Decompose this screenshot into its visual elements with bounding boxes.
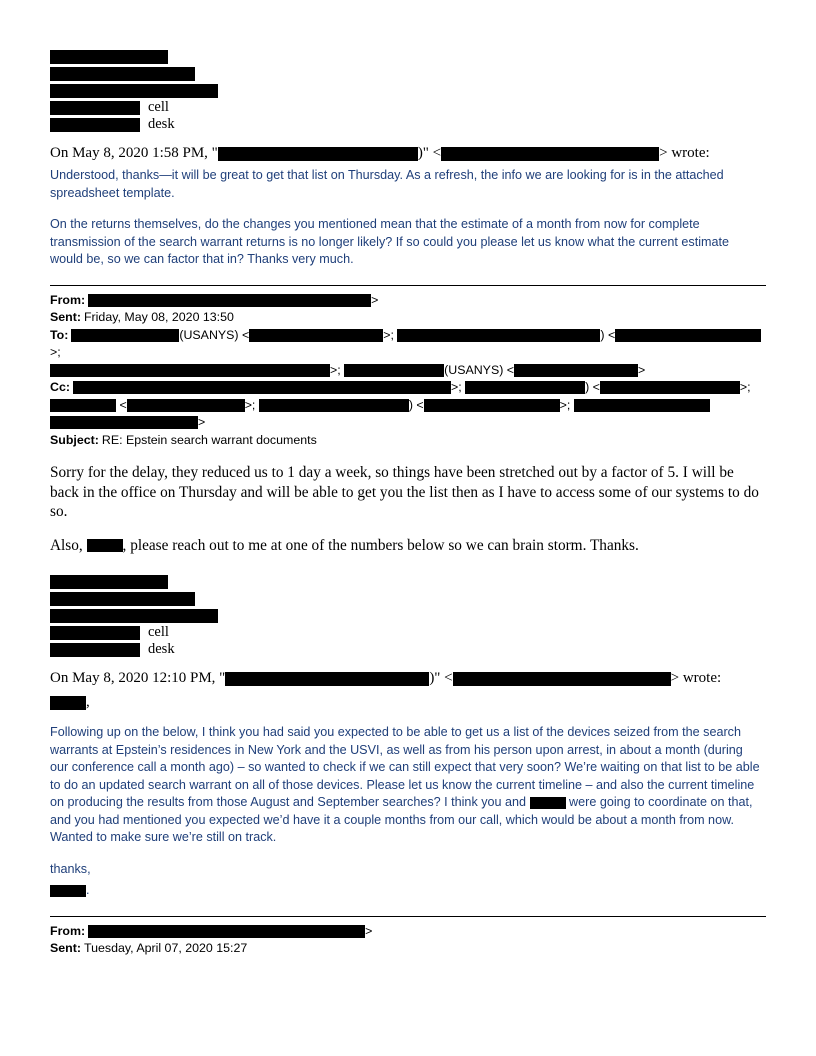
signature-line <box>50 48 766 65</box>
signature-block-one <box>50 48 766 133</box>
redaction-bar <box>50 575 168 589</box>
redaction-bar <box>225 672 429 686</box>
redaction-bar <box>615 329 761 342</box>
sent-row <box>50 940 766 958</box>
quote-paragraph-two <box>50 724 760 847</box>
sent-label: Sent: <box>50 310 81 324</box>
redaction-bar <box>514 364 638 377</box>
redaction-bar <box>50 364 330 377</box>
cc-label: Cc: <box>50 380 70 394</box>
signature-block-two <box>50 573 766 658</box>
to-row: To: (USANYS) < >; ) <>; <box>50 327 766 362</box>
body-text-post: , please reach out to me at one of the numbers below so we can brain storm. Thanks. <box>122 536 639 554</box>
quote-paragraph: Understood, thanks—it will be great to get that list on Thursday. As a refresh, the info we are looking for is in the attached spreadsheet template. <box>50 168 724 200</box>
header-divider <box>50 916 766 917</box>
quote-header-two <box>50 668 766 688</box>
redaction-bar <box>88 294 371 307</box>
quote-paragraph: On the returns themselves, do the changes you mentioned mean that the estimate of a month from now for complete transmission of the search warrant returns is no longer likely? If so could you please let us know what the current estimate would be, so we can factor that in? Thanks very much. <box>50 217 729 266</box>
redaction-bar <box>465 381 585 394</box>
quote-mid: )" < <box>429 670 453 686</box>
quote-header-one <box>50 143 766 163</box>
sent-value: Friday, May 08, 2020 13:50 <box>83 310 234 324</box>
redaction-bar <box>50 101 140 115</box>
redaction-bar <box>453 672 671 686</box>
redaction-bar <box>87 539 123 552</box>
signature-line <box>50 82 766 99</box>
from-label: From: <box>50 923 86 938</box>
signature-line-cell <box>50 99 766 116</box>
signature-line-desk <box>50 116 766 133</box>
closing-punct: . <box>86 883 90 897</box>
quote-salutation <box>50 692 766 712</box>
body-paragraph-two <box>50 536 766 556</box>
redaction-bar <box>397 329 600 342</box>
quote-prefix: On May 8, 2020 1:58 PM, " <box>50 145 218 161</box>
spacer <box>50 555 766 573</box>
redaction-bar <box>50 416 198 429</box>
quote-closing: thanks, <box>50 861 91 876</box>
redaction-bar <box>50 50 168 64</box>
redaction-bar <box>218 147 418 161</box>
subject-value: RE: Epstein search warrant documents <box>101 432 317 447</box>
salutation-punct: , <box>86 694 90 710</box>
signature-line <box>50 607 766 624</box>
quote-suffix: > wrote: <box>659 145 710 161</box>
subject-row <box>50 432 766 450</box>
sent-row <box>50 309 766 327</box>
quote-text-b: were going to coordinate on that, and you had mentioned you expected we’d have it a couple months from our call, which would be about a month from now. Wanted to make sure we’re still on track. <box>50 795 753 844</box>
redaction-bar <box>50 67 195 81</box>
from-row <box>50 292 766 310</box>
sent-label: Sent: <box>50 941 81 955</box>
redaction-bar <box>50 609 218 623</box>
signature-line <box>50 590 766 607</box>
redaction-bar <box>88 925 365 938</box>
redaction-bar <box>127 399 245 412</box>
to-label: To: <box>50 327 69 342</box>
cc-row-cont2: > <box>50 414 766 432</box>
quote-closing-signature <box>50 882 760 900</box>
redaction-bar <box>344 364 444 377</box>
cell-label: cell <box>148 624 169 641</box>
sent-value: Tuesday, April 07, 2020 15:27 <box>83 941 248 955</box>
desk-label: desk <box>148 641 175 658</box>
bracket: > <box>365 923 373 938</box>
quote-text-a: Following up on the below, I think you had said you expected to be able to get us a list of the devices seized from the search warrants at Epstein’s residences in New York and the USVI, as well as from his person upon arrest, in about a month (during our conference call a month ago) – so wanted to check if we can still expect that very soon? We’re waiting on that list to be able to do an updated search warrant on all of those devices. Please let us know the current timeline – and also the current timeline on producing the results from those August and September searches? I think you and <box>50 725 760 809</box>
spacer <box>50 714 766 724</box>
redaction-bar <box>71 329 179 342</box>
email-header-two <box>50 923 766 958</box>
header-divider <box>50 285 766 286</box>
redaction-bar <box>50 84 218 98</box>
redaction-bar <box>249 329 383 342</box>
signature-line <box>50 65 766 82</box>
from-row <box>50 923 766 941</box>
to-marker: (USANYS) <box>444 362 504 377</box>
redaction-bar <box>530 797 566 809</box>
cc-row: Cc: >; ) < >; <box>50 380 751 394</box>
to-row-cont: >; (USANYS) < > <box>50 362 766 380</box>
subject-label: Subject: <box>50 432 99 447</box>
redaction-bar <box>73 381 451 394</box>
redaction-bar <box>574 399 710 412</box>
redaction-bar <box>50 696 86 710</box>
redaction-bar <box>259 399 409 412</box>
signature-line-desk <box>50 641 766 658</box>
body-text-pre: Also, <box>50 536 87 554</box>
cell-label: cell <box>148 99 169 116</box>
redaction-bar <box>424 399 560 412</box>
quote-mid: )" < <box>417 145 442 161</box>
body-paragraph: Sorry for the delay, they reduced us to 1 day a week, so things have been stretched out by a factor of 5. I will be back in the office on Thursday and will be able to get you the list then as I have to access some of our systems to do so. <box>50 464 759 520</box>
to-marker: (USANYS) <box>179 327 239 342</box>
from-label: From: <box>50 292 86 307</box>
signature-line <box>50 573 766 590</box>
cc-row-cont: < >; ) < >; <box>50 397 766 415</box>
redaction-bar <box>441 147 659 161</box>
signature-line-cell <box>50 624 766 641</box>
desk-label: desk <box>148 116 175 133</box>
email-header-one <box>50 292 766 450</box>
redaction-bar <box>600 381 740 394</box>
redaction-bar <box>50 626 140 640</box>
bracket: > <box>371 292 379 307</box>
redaction-bar <box>50 885 86 897</box>
redaction-bar <box>50 643 140 657</box>
quote-prefix: On May 8, 2020 12:10 PM, " <box>50 670 226 686</box>
redaction-bar <box>50 592 195 606</box>
redaction-bar <box>50 399 116 412</box>
quote-suffix: > wrote: <box>670 670 722 686</box>
redaction-bar <box>50 118 140 132</box>
